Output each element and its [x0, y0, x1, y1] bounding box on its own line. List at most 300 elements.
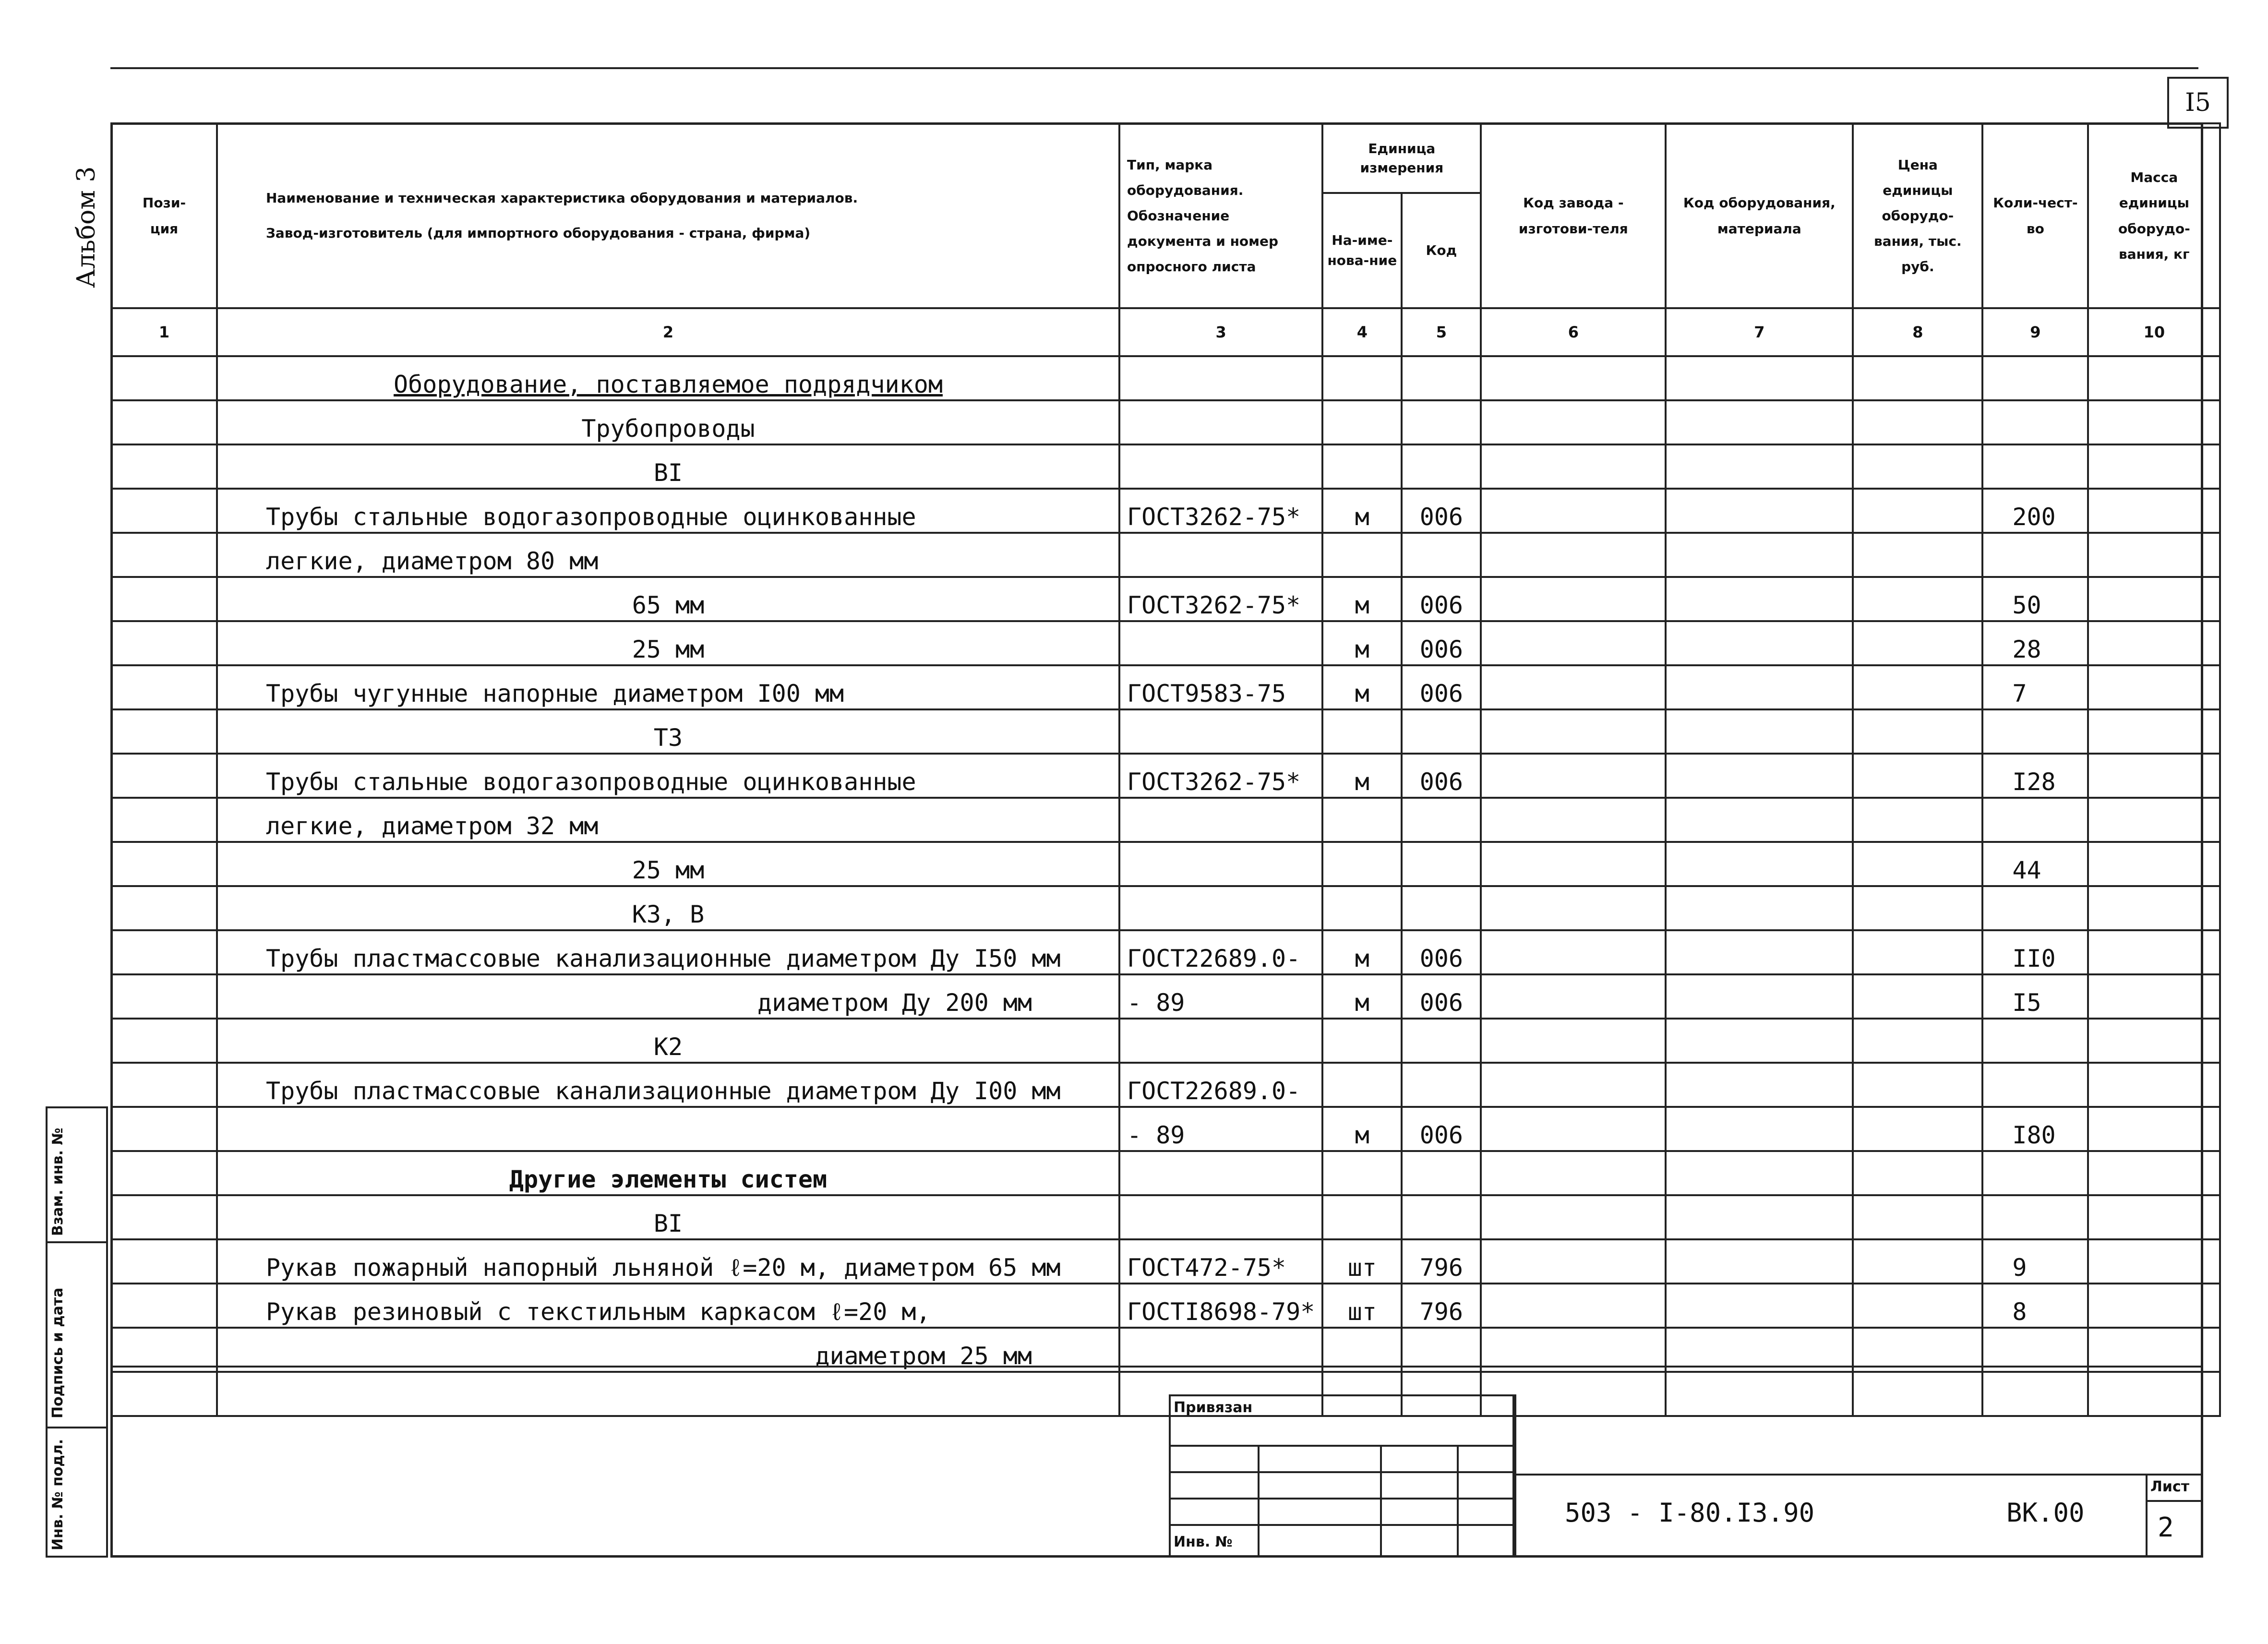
cell-factory-code: [1481, 444, 1666, 489]
cell-position: [111, 400, 217, 444]
cell-position: [111, 533, 217, 577]
cell-factory-code: [1481, 1239, 1666, 1284]
sheet-box-line: [2146, 1500, 2203, 1502]
cell-mass: [2088, 842, 2220, 886]
cell-unit-code: 006: [1402, 974, 1481, 1019]
header-mass: Масса единицы оборудо-вания, кг: [2088, 123, 2220, 308]
cell-position: [111, 1195, 217, 1239]
cell-factory-code: [1481, 356, 1666, 400]
cell-mass: [2088, 1151, 2220, 1195]
column-number: 6: [1481, 308, 1666, 356]
cell-mass: [2088, 1284, 2220, 1328]
cell-document: [1119, 842, 1322, 886]
cell-price: [1853, 665, 1982, 709]
cell-mass: [2088, 886, 2220, 930]
side-stamp: [46, 1106, 108, 1558]
cell-unit: [1322, 444, 1402, 489]
cell-name: К3, В: [217, 886, 1119, 930]
cell-equipment-code: [1666, 1151, 1853, 1195]
cell-name: Трубы пластмассовые канализационные диаметром Ду I50 мм: [217, 930, 1119, 974]
cell-equipment-code: [1666, 930, 1853, 974]
header-equipment-code: Код оборудования, материала: [1666, 123, 1853, 308]
cell-factory-code: [1481, 489, 1666, 533]
cell-equipment-code: [1666, 1239, 1853, 1284]
stamp-line: [1380, 1445, 1382, 1558]
bottom-separator-line: [110, 1366, 2203, 1368]
cell-factory-code: [1481, 400, 1666, 444]
header-unit-code: Код: [1402, 193, 1481, 308]
cell-factory-code: [1481, 754, 1666, 798]
cell-mass: [2088, 930, 2220, 974]
cell-unit: м: [1322, 489, 1402, 533]
table-row: [111, 356, 2220, 400]
header-type-mark: Тип, марка оборудования. Обозначение документа и номер опросного листа: [1119, 123, 1322, 308]
column-number: 10: [2088, 308, 2220, 356]
column-number: 1: [111, 308, 217, 356]
cell-position: [111, 1151, 217, 1195]
side-label-inv: Инв. № подл.: [49, 1439, 66, 1550]
cell-document: [1119, 1151, 1322, 1195]
cell-position: [111, 798, 217, 842]
cell-position: [111, 974, 217, 1019]
cell-position: [111, 444, 217, 489]
cell-quantity: I28: [1982, 754, 2088, 798]
cell-mass: [2088, 798, 2220, 842]
cell-unit: м: [1322, 1107, 1402, 1151]
cell-equipment-code: [1666, 798, 1853, 842]
cell-price: [1853, 356, 1982, 400]
table-row: [111, 709, 2220, 754]
table-row: [111, 1372, 2220, 1416]
cell-document: [1119, 533, 1322, 577]
cell-name: диаметром 25 мм: [217, 1328, 1119, 1372]
cell-mass: [2088, 1019, 2220, 1063]
cell-unit-code: [1402, 400, 1481, 444]
cell-mass: [2088, 356, 2220, 400]
header-factory-code: Код завода - изготови-теля: [1481, 123, 1666, 308]
cell-name: К2: [217, 1019, 1119, 1063]
cell-mass: [2088, 1107, 2220, 1151]
cell-price: [1853, 1195, 1982, 1239]
cell-quantity: 50: [1982, 577, 2088, 621]
cell-document: ГОСТ3262-75*: [1119, 754, 1322, 798]
cell-price: [1853, 444, 1982, 489]
cell-unit-code: [1402, 444, 1481, 489]
cell-document: [1119, 400, 1322, 444]
cell-unit: [1322, 356, 1402, 400]
cell-name: Рукав пожарный напорный льняной ℓ=20 м, диаметром 65 мм: [217, 1239, 1119, 1284]
binding-stamp-frame: [1169, 1394, 1514, 1558]
cell-unit: [1322, 400, 1402, 444]
cell-unit: [1322, 1151, 1402, 1195]
cell-name: диаметром Ду 200 мм: [217, 974, 1119, 1019]
cell-factory-code: [1481, 1151, 1666, 1195]
cell-quantity: II0: [1982, 930, 2088, 974]
document-mark: ВК.00: [2006, 1498, 2085, 1528]
cell-unit-code: [1402, 533, 1481, 577]
cell-position: [111, 621, 217, 665]
cell-mass: [2088, 444, 2220, 489]
cell-price: [1853, 798, 1982, 842]
cell-price: [1853, 1019, 1982, 1063]
cell-unit-code: 006: [1402, 577, 1481, 621]
cell-factory-code: [1481, 1107, 1666, 1151]
cell-unit-code: [1402, 842, 1481, 886]
cell-equipment-code: [1666, 886, 1853, 930]
stamp-privyazan: Привязан: [1174, 1399, 1253, 1416]
cell-unit: м: [1322, 665, 1402, 709]
album-label: Альбом 3: [72, 166, 101, 288]
cell-equipment-code: [1666, 974, 1853, 1019]
cell-document: ГОСТ472-75*: [1119, 1239, 1322, 1284]
cell-factory-code: [1481, 665, 1666, 709]
cell-quantity: [1982, 400, 2088, 444]
binding-stamp: [1169, 1394, 1514, 1558]
table-row: [111, 489, 2220, 533]
cell-unit-code: [1402, 886, 1481, 930]
document-code: 503 - I-80.I3.90: [1565, 1498, 1815, 1528]
cell-quantity: 28: [1982, 621, 2088, 665]
cell-document: ГОСТI8698-79*: [1119, 1284, 1322, 1328]
cell-unit: [1322, 533, 1402, 577]
cell-name: Другие элементы систем: [217, 1151, 1119, 1195]
cell-factory-code: [1481, 930, 1666, 974]
table-row: [111, 842, 2220, 886]
cell-quantity: I5: [1982, 974, 2088, 1019]
cell-unit-code: 006: [1402, 621, 1481, 665]
cell-document: [1119, 1019, 1322, 1063]
stamp-line: [1169, 1524, 1514, 1526]
cell-factory-code: [1481, 974, 1666, 1019]
cell-price: [1853, 886, 1982, 930]
header-position: Пози- ция: [111, 123, 217, 308]
cell-name: Трубы стальные водогазопроводные оцинкованные: [217, 754, 1119, 798]
cell-document: [1119, 1195, 1322, 1239]
stamp-line: [1169, 1445, 1514, 1447]
cell-position: [111, 754, 217, 798]
cell-position: [111, 665, 217, 709]
cell-unit-code: 006: [1402, 1107, 1481, 1151]
cell-document: ГОСТ22689.0-: [1119, 930, 1322, 974]
header-quantity: Коли-чест-во: [1982, 123, 2088, 308]
cell-unit-code: 796: [1402, 1284, 1481, 1328]
table-row: [111, 886, 2220, 930]
cell-equipment-code: [1666, 842, 1853, 886]
cell-unit: м: [1322, 577, 1402, 621]
cell-position: [111, 1063, 217, 1107]
cell-quantity: [1982, 1372, 2088, 1416]
cell-quantity: [1982, 709, 2088, 754]
cell-unit: [1322, 1195, 1402, 1239]
top-border-line: [110, 67, 2198, 69]
cell-factory-code: [1481, 533, 1666, 577]
table-row: [111, 444, 2220, 489]
cell-name: 25 мм: [217, 842, 1119, 886]
table-row: [111, 930, 2220, 974]
column-number: 3: [1119, 308, 1322, 356]
table-row: [111, 1151, 2220, 1195]
table-row: [111, 1195, 2220, 1239]
column-number: 2: [217, 308, 1119, 356]
cell-document: ГОСТ22689.0-: [1119, 1063, 1322, 1107]
title-block-line: [1514, 1474, 2203, 1476]
table-row: [111, 754, 2220, 798]
table-row: [111, 1019, 2220, 1063]
cell-quantity: [1982, 444, 2088, 489]
cell-document: [1119, 444, 1322, 489]
cell-factory-code: [1481, 621, 1666, 665]
cell-position: [111, 886, 217, 930]
cell-position: [111, 1372, 217, 1416]
cell-equipment-code: [1666, 400, 1853, 444]
cell-quantity: 44: [1982, 842, 2088, 886]
table-body: [111, 356, 2220, 1416]
specification-table: [110, 122, 2221, 1417]
cell-name: [217, 1372, 1119, 1416]
cell-unit-code: 006: [1402, 930, 1481, 974]
cell-equipment-code: [1666, 533, 1853, 577]
cell-mass: [2088, 974, 2220, 1019]
cell-quantity: [1982, 798, 2088, 842]
column-number: 7: [1666, 308, 1853, 356]
cell-position: [111, 489, 217, 533]
table-row: [111, 1107, 2220, 1151]
cell-document: ГОСТ9583-75: [1119, 665, 1322, 709]
cell-name: [217, 1107, 1119, 1151]
cell-mass: [2088, 533, 2220, 577]
cell-document: [1119, 709, 1322, 754]
cell-quantity: [1982, 1019, 2088, 1063]
cell-document: ГОСТ3262-75*: [1119, 577, 1322, 621]
cell-name: BI: [217, 1195, 1119, 1239]
cell-unit: [1322, 842, 1402, 886]
cell-unit-code: [1402, 1063, 1481, 1107]
cell-name: Оборудование, поставляемое подрядчиком: [217, 356, 1119, 400]
cell-mass: [2088, 1063, 2220, 1107]
cell-name: Трубопроводы: [217, 400, 1119, 444]
cell-document: - 89: [1119, 1107, 1322, 1151]
cell-equipment-code: [1666, 444, 1853, 489]
cell-equipment-code: [1666, 577, 1853, 621]
cell-unit: м: [1322, 930, 1402, 974]
cell-equipment-code: [1666, 1372, 1853, 1416]
cell-equipment-code: [1666, 754, 1853, 798]
cell-equipment-code: [1666, 1284, 1853, 1328]
cell-equipment-code: [1666, 1107, 1853, 1151]
cell-price: [1853, 489, 1982, 533]
cell-unit: [1322, 1019, 1402, 1063]
stamp-inv-no: Инв. №: [1174, 1534, 1233, 1550]
cell-mass: [2088, 577, 2220, 621]
cell-quantity: 200: [1982, 489, 2088, 533]
cell-quantity: I80: [1982, 1107, 2088, 1151]
cell-mass: [2088, 1195, 2220, 1239]
cell-mass: [2088, 621, 2220, 665]
cell-quantity: 9: [1982, 1239, 2088, 1284]
cell-name: Трубы чугунные напорные диаметром I00 мм: [217, 665, 1119, 709]
cell-document: [1119, 621, 1322, 665]
cell-equipment-code: [1666, 709, 1853, 754]
cell-unit: м: [1322, 974, 1402, 1019]
cell-equipment-code: [1666, 1019, 1853, 1063]
cell-factory-code: [1481, 1019, 1666, 1063]
cell-document: [1119, 356, 1322, 400]
cell-unit: шт: [1322, 1284, 1402, 1328]
cell-name: 25 мм: [217, 621, 1119, 665]
cell-position: [111, 930, 217, 974]
header-name: Наименование и техническая характеристика оборудования и материалов. Завод-изготовитель (для импортного оборудования - страна, фирма): [217, 123, 1119, 308]
cell-mass: [2088, 665, 2220, 709]
cell-mass: [2088, 754, 2220, 798]
cell-document: [1119, 798, 1322, 842]
cell-equipment-code: [1666, 1063, 1853, 1107]
cell-name: Трубы стальные водогазопроводные оцинкованные: [217, 489, 1119, 533]
cell-name: Т3: [217, 709, 1119, 754]
cell-price: [1853, 930, 1982, 974]
cell-unit: [1322, 798, 1402, 842]
cell-unit-code: [1402, 1195, 1481, 1239]
cell-equipment-code: [1666, 665, 1853, 709]
cell-equipment-code: [1666, 1195, 1853, 1239]
cell-price: [1853, 1284, 1982, 1328]
cell-position: [111, 709, 217, 754]
cell-unit: шт: [1322, 1239, 1402, 1284]
cell-quantity: [1982, 1151, 2088, 1195]
cell-unit-code: 006: [1402, 665, 1481, 709]
side-label-podpis: Подпись и дата: [49, 1287, 66, 1418]
cell-position: [111, 577, 217, 621]
cell-factory-code: [1481, 886, 1666, 930]
cell-position: [111, 1239, 217, 1284]
cell-unit: м: [1322, 621, 1402, 665]
cell-unit-code: [1402, 356, 1481, 400]
column-number: 9: [1982, 308, 2088, 356]
cell-quantity: [1982, 1063, 2088, 1107]
cell-price: [1853, 974, 1982, 1019]
header-unit-group: Единица измерения: [1322, 123, 1481, 193]
cell-unit-code: [1402, 1151, 1481, 1195]
cell-position: [111, 1019, 217, 1063]
cell-price: [1853, 842, 1982, 886]
cell-price: [1853, 577, 1982, 621]
cell-unit-code: 006: [1402, 489, 1481, 533]
cell-name: BI: [217, 444, 1119, 489]
table-row: [111, 974, 2220, 1019]
cell-unit-code: [1402, 709, 1481, 754]
cell-factory-code: [1481, 1284, 1666, 1328]
cell-quantity: [1982, 886, 2088, 930]
sheet-label: Лист: [2150, 1478, 2190, 1495]
cell-unit-code: [1402, 798, 1481, 842]
cell-name: легкие, диаметром 80 мм: [217, 533, 1119, 577]
cell-price: [1853, 1239, 1982, 1284]
header-unit-name: На-име-нова-ние: [1322, 193, 1402, 308]
cell-quantity: [1982, 356, 2088, 400]
column-number: 8: [1853, 308, 1982, 356]
cell-position: [111, 842, 217, 886]
table-row: [111, 621, 2220, 665]
cell-unit-code: [1402, 1019, 1481, 1063]
table-row: [111, 798, 2220, 842]
cell-name: 65 мм: [217, 577, 1119, 621]
table-row: [111, 665, 2220, 709]
table-row: [111, 1284, 2220, 1328]
cell-equipment-code: [1666, 489, 1853, 533]
cell-price: [1853, 1063, 1982, 1107]
cell-price: [1853, 400, 1982, 444]
cell-unit-code: 796: [1402, 1239, 1481, 1284]
cell-price: [1853, 1151, 1982, 1195]
cell-name: легкие, диаметром 32 мм: [217, 798, 1119, 842]
cell-price: [1853, 1107, 1982, 1151]
cell-price: [1853, 754, 1982, 798]
cell-position: [111, 1107, 217, 1151]
table-row: [111, 400, 2220, 444]
cell-factory-code: [1481, 709, 1666, 754]
cell-position: [111, 356, 217, 400]
cell-name: Трубы пластмассовые канализационные диаметром Ду I00 мм: [217, 1063, 1119, 1107]
cell-price: [1853, 709, 1982, 754]
cell-quantity: 8: [1982, 1284, 2088, 1328]
cell-quantity: [1982, 533, 2088, 577]
cell-price: [1853, 533, 1982, 577]
sheet-number: 2: [2158, 1512, 2174, 1543]
table-row: [111, 1239, 2220, 1284]
column-number: 4: [1322, 308, 1402, 356]
cell-mass: [2088, 489, 2220, 533]
table-row: [111, 533, 2220, 577]
stamp-line: [1457, 1445, 1459, 1558]
cell-factory-code: [1481, 798, 1666, 842]
stamp-line: [1169, 1498, 1514, 1500]
cell-mass: [2088, 709, 2220, 754]
cell-quantity: [1982, 1195, 2088, 1239]
sheet-corner-number: I5: [2167, 77, 2229, 129]
cell-unit-code: 006: [1402, 754, 1481, 798]
cell-equipment-code: [1666, 621, 1853, 665]
table-row: [111, 1063, 2220, 1107]
cell-factory-code: [1481, 842, 1666, 886]
cell-price: [1853, 621, 1982, 665]
cell-position: [111, 1284, 217, 1328]
cell-price: [1853, 1372, 1982, 1416]
table-row: [111, 577, 2220, 621]
cell-factory-code: [1481, 1195, 1666, 1239]
cell-unit: [1322, 886, 1402, 930]
stamp-line: [1258, 1445, 1260, 1558]
cell-mass: [2088, 1372, 2220, 1416]
column-number-row: [111, 308, 2220, 356]
cell-document: - 89: [1119, 974, 1322, 1019]
cell-mass: [2088, 1239, 2220, 1284]
cell-factory-code: [1481, 577, 1666, 621]
cell-document: ГОСТ3262-75*: [1119, 489, 1322, 533]
cell-mass: [2088, 400, 2220, 444]
column-number: 5: [1402, 308, 1481, 356]
cell-quantity: 7: [1982, 665, 2088, 709]
cell-name: Рукав резиновый с текстильным каркасом ℓ=20 м,: [217, 1284, 1119, 1328]
title-block-line: [1514, 1394, 1516, 1558]
side-label-vzam: Взам. инв. №: [49, 1128, 66, 1236]
header-price: Цена единицы оборудо-вания, тыс. руб.: [1853, 123, 1982, 308]
cell-unit: [1322, 709, 1402, 754]
cell-factory-code: [1481, 1063, 1666, 1107]
cell-equipment-code: [1666, 356, 1853, 400]
cell-unit: [1322, 1063, 1402, 1107]
cell-document: [1119, 886, 1322, 930]
stamp-line: [1169, 1471, 1514, 1473]
cell-unit: м: [1322, 754, 1402, 798]
